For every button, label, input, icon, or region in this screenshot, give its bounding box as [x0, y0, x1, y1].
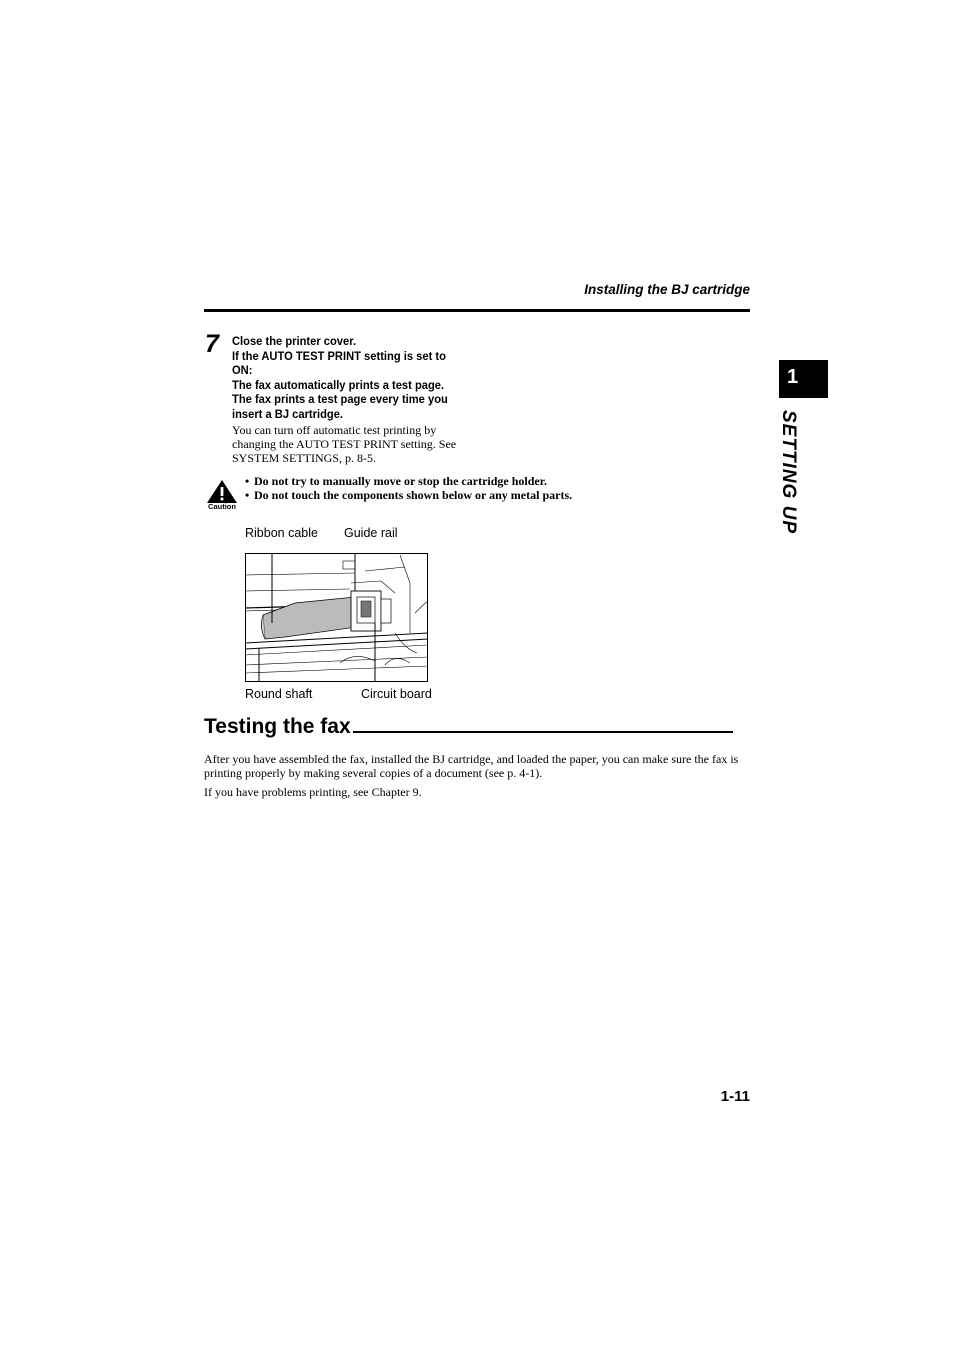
callout-guide-rail: Guide rail: [344, 526, 398, 540]
header-rule: [204, 309, 750, 312]
caution-list: [245, 474, 572, 503]
page-number: 1-11: [720, 1088, 750, 1105]
step-instruction-line: The fax automatically prints a test page.: [232, 377, 445, 392]
step-instruction-line: If the AUTO TEST PRINT setting is set to: [232, 348, 446, 363]
step-instruction-line: ON:: [232, 363, 253, 378]
callout-circuit-board: Circuit board: [361, 687, 432, 701]
step-instruction: [232, 334, 455, 422]
caution-item: • Do not touch the components shown below or any metal parts.: [245, 488, 572, 502]
section-heading-text: Testing the fax: [204, 715, 351, 738]
running-header: Installing the BJ cartridge: [584, 282, 750, 297]
section-paragraph: If you have problems printing, see Chapter 9.: [204, 785, 422, 799]
section-heading-rule: [353, 731, 733, 733]
chapter-tab-number: 1: [779, 360, 828, 398]
callout-round-shaft: Round shaft: [245, 687, 313, 701]
step-instruction-line: The fax prints a test page every time you: [232, 392, 448, 407]
step-instruction-line: Close the printer cover.: [232, 334, 357, 348]
step-note: You can turn off automatic test printing by changing the AUTO TEST PRINT setting. See SYSTEM SETTINGS, p. 8-5.: [232, 423, 457, 465]
chapter-tab-title: SETTING UP: [778, 409, 799, 534]
section-heading: [204, 715, 754, 739]
caution-item: • Do not try to manually move or stop the cartridge holder.: [245, 474, 572, 488]
step-number: 7: [205, 330, 219, 358]
step-instruction-line: insert a BJ cartridge.: [232, 406, 344, 421]
section-paragraph: After you have assembled the fax, installed the BJ cartridge, and loaded the paper, you can make sure the fax is printing properly by making several copies of a document (see p. 4-1).: [204, 752, 739, 781]
callout-ribbon-cable: Ribbon cable: [245, 526, 318, 540]
printer-interior-illustration: [245, 553, 428, 682]
caution-label: Caution: [208, 502, 236, 511]
